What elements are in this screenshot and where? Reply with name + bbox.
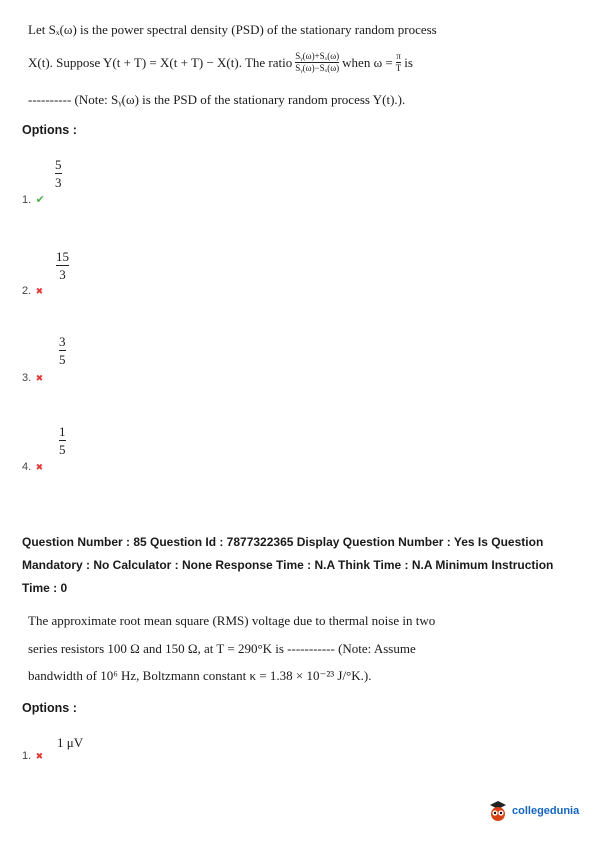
option-3-fraction[interactable] bbox=[59, 335, 66, 366]
q1-line2-pre: X(t). Suppose Y(t + T) = X(t + T) − X(t). The ratio bbox=[28, 54, 293, 70]
q2-options-label: Options : bbox=[22, 701, 77, 715]
option-4-number: 4. bbox=[22, 461, 32, 473]
option-2-numerator: 15 bbox=[56, 249, 69, 264]
question-metadata bbox=[22, 531, 588, 600]
option-2-marker bbox=[22, 281, 43, 299]
option-4-marker bbox=[22, 457, 43, 475]
q1-line2 bbox=[28, 52, 413, 73]
owl-mascot-icon bbox=[488, 799, 508, 823]
q1-line1: Let Sₓ(ω) is the power spectral density (PSD) of the stationary random process bbox=[28, 22, 437, 37]
q1-line2-post: is bbox=[404, 54, 413, 70]
ratio-numerator: Sᵧ(ω)+Sₓ(ω) bbox=[295, 51, 340, 61]
question-metadata-line2: Mandatory : No Calculator : None Response Time : N.A Think Time : N.A Minimum Instruction bbox=[22, 558, 554, 572]
option-3-marker bbox=[22, 368, 43, 386]
logo-text: collegedunia bbox=[512, 805, 580, 817]
option-2-fraction[interactable] bbox=[56, 250, 69, 281]
question-metadata-line3: Time : 0 bbox=[22, 581, 68, 595]
option-2-number: 2. bbox=[22, 285, 32, 297]
check-icon: ✔ bbox=[35, 194, 45, 206]
q2-line3: bandwidth of 10⁶ Hz, Boltzmann constant κ = 1.38 × 10⁻²³ J/°K.). bbox=[28, 668, 372, 683]
omega-fraction bbox=[396, 52, 402, 73]
q1-ratio-fraction bbox=[295, 52, 339, 73]
collegedunia-logo bbox=[488, 799, 579, 823]
option-2-denominator: 3 bbox=[59, 267, 66, 282]
q2-line2: series resistors 100 Ω and 150 Ω, at T = 290°K is ----------- (Note: Assume bbox=[28, 641, 416, 656]
cross-icon: ✖ bbox=[35, 286, 44, 296]
option-4-numerator: 1 bbox=[59, 424, 66, 439]
option-1-denominator: 3 bbox=[55, 175, 62, 190]
ratio-denominator: Sᵧ(ω)−Sₓ(ω) bbox=[295, 63, 340, 73]
cross-icon: ✖ bbox=[35, 373, 44, 383]
option-4-denominator: 5 bbox=[59, 442, 66, 457]
q2-line1: The approximate root mean square (RMS) voltage due to thermal noise in two bbox=[28, 613, 436, 628]
option-1-number: 1. bbox=[22, 194, 32, 206]
q2-option-1-number: 1. bbox=[22, 750, 32, 762]
option-4-fraction[interactable] bbox=[59, 425, 66, 456]
omega-denominator: T bbox=[395, 63, 402, 73]
option-3-number: 3. bbox=[22, 372, 32, 384]
option-1-marker bbox=[22, 190, 45, 208]
q2-option-1-text[interactable]: 1 μV bbox=[57, 735, 84, 750]
omega-numerator: π bbox=[396, 51, 401, 61]
option-1-numerator: 5 bbox=[55, 157, 62, 172]
option-1-fraction[interactable] bbox=[55, 158, 62, 189]
cross-icon: ✖ bbox=[35, 751, 44, 761]
q1-options-label: Options : bbox=[22, 123, 77, 137]
q1-line2-mid: when ω = bbox=[342, 54, 393, 70]
q1-line3: ---------- (Note: Sᵧ(ω) is the PSD of the stationary random process Y(t).). bbox=[28, 92, 406, 107]
question-metadata-line1: Question Number : 85 Question Id : 7877322365 Display Question Number : Yes Is Question bbox=[22, 535, 544, 549]
q2-option-1-marker bbox=[22, 746, 43, 764]
option-3-denominator: 5 bbox=[59, 352, 66, 367]
option-3-numerator: 3 bbox=[59, 334, 66, 349]
cross-icon: ✖ bbox=[35, 462, 44, 472]
